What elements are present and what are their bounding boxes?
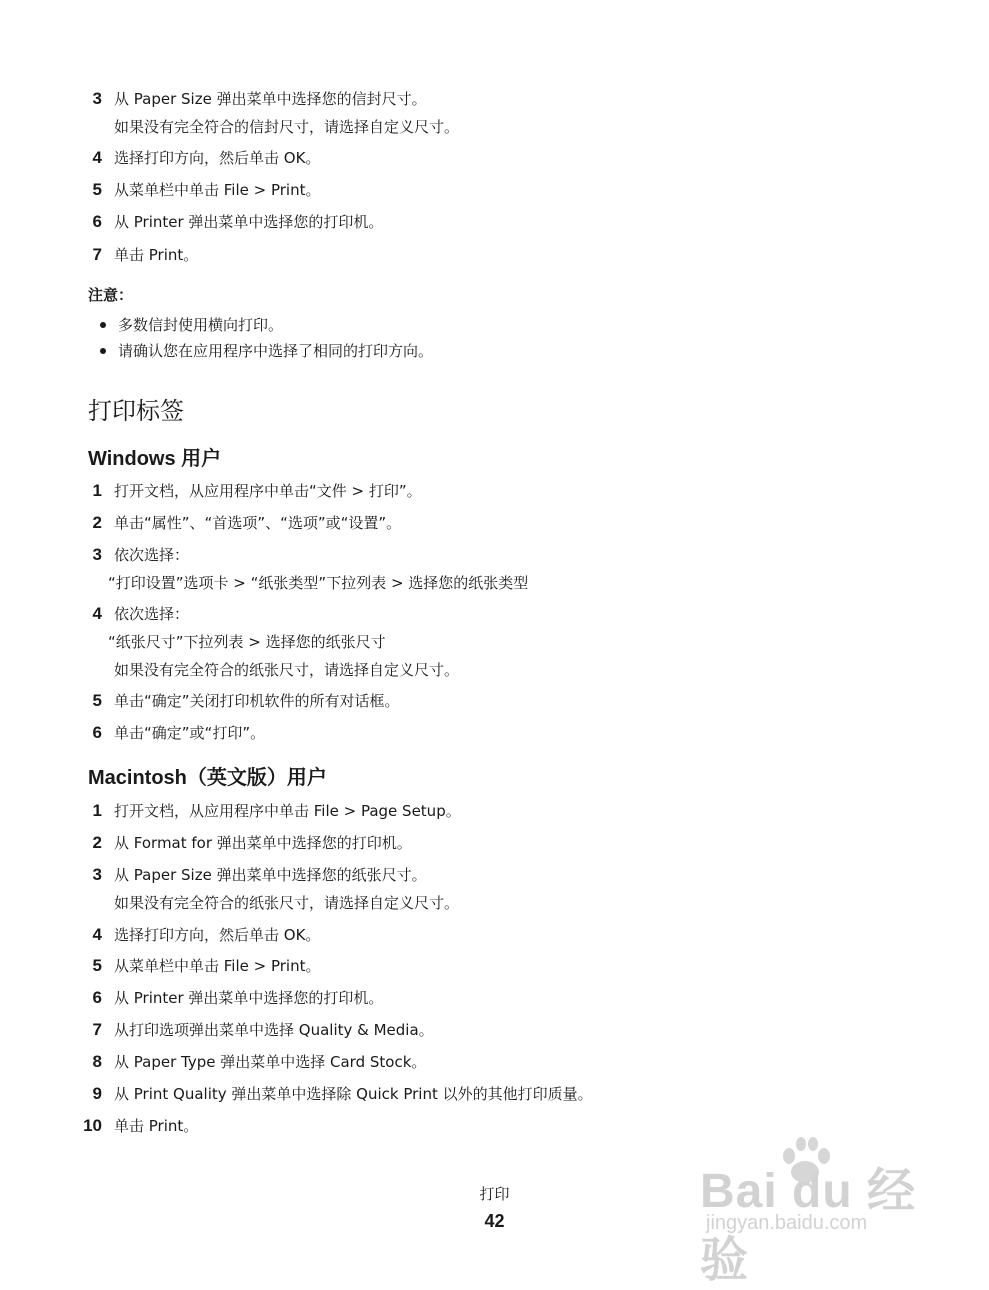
step-text: 从菜单栏中单击 File > Print。 [114, 957, 321, 975]
watermark-logo: Bai du 经验 [700, 1165, 917, 1287]
bullet-dot-icon [100, 348, 106, 354]
step-number: 9 [92, 1084, 102, 1103]
step-number: 7 [92, 245, 102, 264]
step-number: 6 [92, 723, 102, 742]
step-text: 从 Paper Type 弹出菜单中选择 Card Stock。 [114, 1053, 427, 1071]
step-number: 5 [92, 180, 102, 199]
step-text: 选择打印方向，然后单击 OK。 [114, 149, 321, 167]
step-text: 从 Printer 弹出菜单中选择您的打印机。 [114, 213, 384, 231]
step-text: 单击“确定”或“打印”。 [114, 724, 266, 742]
watermark [700, 1132, 940, 1287]
step-text: 单击 Print。 [114, 246, 199, 264]
step-text: 从菜单栏中单击 File > Print。 [114, 181, 321, 199]
step-number: 10 [83, 1116, 102, 1135]
step-number: 3 [92, 89, 102, 108]
step-text: 从 Format for 弹出菜单中选择您的打印机。 [114, 834, 412, 852]
step-text: 单击“确定”关闭打印机软件的所有对话框。 [114, 692, 400, 710]
step-text: 从 Print Quality 弹出菜单中选择除 Quick Print 以外的其他打印质量。 [114, 1085, 593, 1103]
step-number: 6 [92, 988, 102, 1007]
note-text: 请确认您在应用程序中选择了相同的打印方向。 [118, 342, 434, 360]
step-number: 2 [92, 833, 102, 852]
step-subtext: 如果没有完全符合的信封尺寸，请选择自定义尺寸。 [114, 118, 460, 136]
step-number: 5 [92, 691, 102, 710]
step-subtext: 如果没有完全符合的纸张尺寸，请选择自定义尺寸。 [114, 661, 460, 679]
bullet-dot-icon [100, 322, 106, 328]
step-number: 2 [92, 513, 102, 532]
step-text: 选择打印方向，然后单击 OK。 [114, 926, 321, 944]
watermark-url: jingyan.baidu.com [706, 1212, 868, 1234]
step-number: 1 [92, 801, 102, 820]
footer-chapter: 打印 [479, 1185, 510, 1203]
section-title: 打印标签 [88, 397, 184, 425]
step-text: 单击 Print。 [114, 1117, 199, 1135]
step-number: 4 [92, 925, 102, 944]
step-text: 从 Printer 弹出菜单中选择您的打印机。 [114, 989, 384, 1007]
step-text: 单击“属性”、“首选项”、“选项”或“设置”。 [114, 514, 402, 532]
step-number: 1 [92, 481, 102, 500]
step-text: 依次选择： [114, 546, 190, 564]
step-number: 8 [92, 1052, 102, 1071]
note-text: 多数信封使用横向打印。 [118, 316, 284, 334]
page-number: 42 [484, 1211, 505, 1231]
step-number: 4 [92, 148, 102, 167]
step-subtext: “纸张尺寸”下拉列表 > 选择您的纸张尺寸 [108, 633, 386, 651]
step-number: 6 [92, 212, 102, 231]
windows-heading: Windows 用户 [88, 448, 222, 470]
step-text: 打开文档，从应用程序中单击“文件 > 打印”。 [114, 482, 422, 500]
mac-heading: Macintosh（英文版）用户 [88, 767, 327, 789]
step-number: 3 [92, 865, 102, 884]
step-text: 从 Paper Size 弹出菜单中选择您的信封尺寸。 [114, 90, 427, 108]
step-text: 打开文档，从应用程序中单击 File > Page Setup。 [114, 802, 461, 820]
step-text: 依次选择： [114, 605, 190, 623]
step-subtext: 如果没有完全符合的纸张尺寸，请选择自定义尺寸。 [114, 894, 460, 912]
step-number: 4 [92, 604, 102, 623]
note-label: 注意： [88, 286, 134, 304]
step-subtext: “打印设置”选项卡 > “纸张类型”下拉列表 > 选择您的纸张类型 [108, 574, 529, 592]
step-number: 5 [92, 956, 102, 975]
step-number: 3 [92, 545, 102, 564]
step-text: 从 Paper Size 弹出菜单中选择您的纸张尺寸。 [114, 866, 427, 884]
step-text: 从打印选项弹出菜单中选择 Quality & Media。 [114, 1021, 434, 1039]
step-number: 7 [92, 1020, 102, 1039]
